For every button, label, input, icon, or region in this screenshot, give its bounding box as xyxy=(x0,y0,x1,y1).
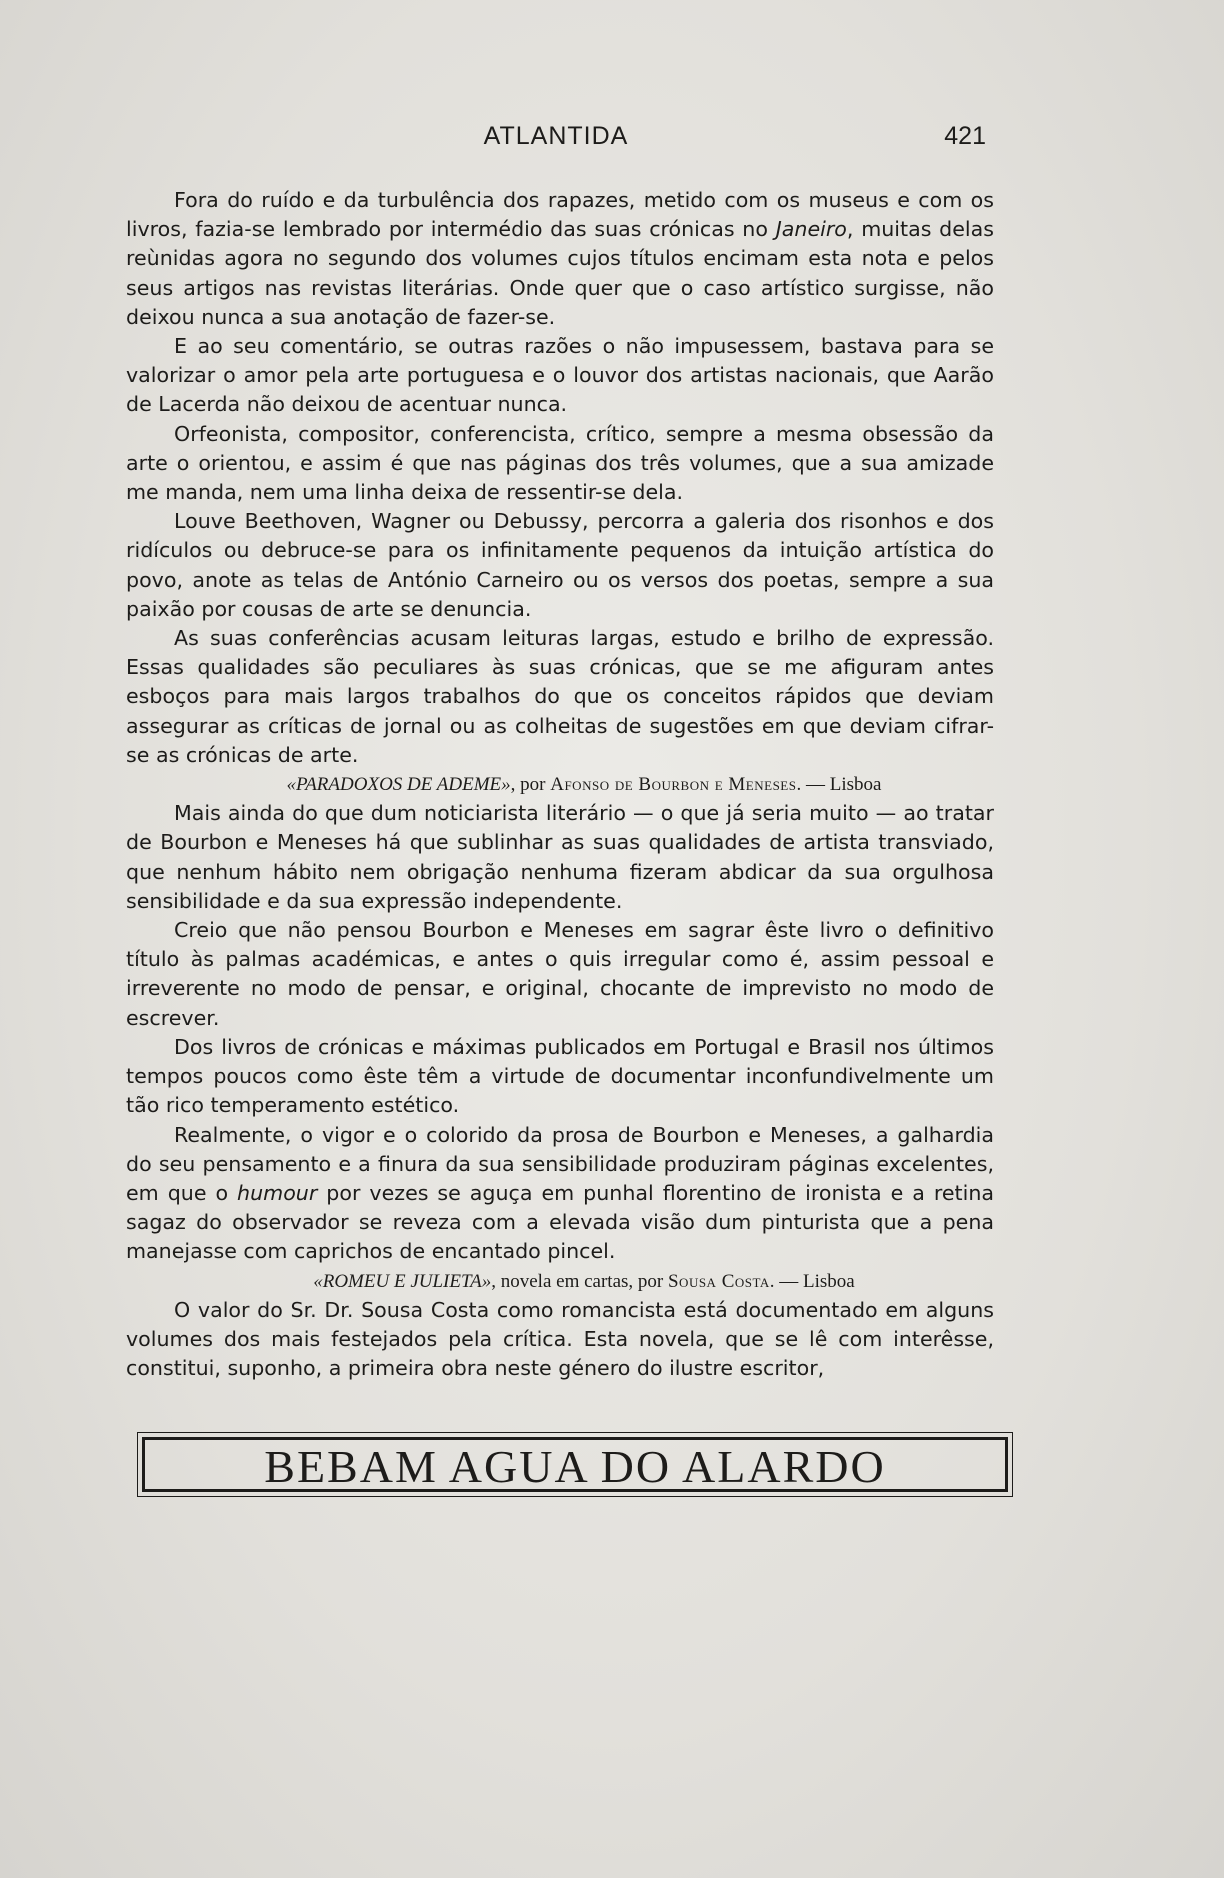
review-by: , por xyxy=(510,774,551,796)
review-title: «PARADOXOS DE ADEME» xyxy=(286,774,511,796)
review-heading-romeu xyxy=(126,1267,994,1296)
paragraph-1: Fora do ruído e da turbulência dos rapazes, metido com os museus e com os livros, fazia-se lembrado por intermédio das suas crónicas no Janeiro, muitas delas reùnidas agora no segundo dos volumes cujos títulos encimam esta nota e pelos seus artigos nas revistas literárias. Onde quer que o caso artístico surgisse, não deixou nunca a sua anotação de fazer-se. xyxy=(126,188,994,329)
review-author: Afonso de Bourbon e Meneses xyxy=(550,774,797,796)
advertisement-text: BEBAM AGUA DO ALARDO xyxy=(264,1440,886,1492)
review-author: Sousa Costa xyxy=(667,1270,770,1292)
paragraph-4: Louve Beethoven, Wagner ou Debussy, percorra a galeria dos risonhos e dos ridículos ou debruce-se para os infinitamente pequenos da intuição artística do povo, anote as telas de António Carneiro ou os versos dos poetas, sempre a sua paixão por cousas de arte se denuncia. xyxy=(126,509,994,621)
review-heading-paradoxos xyxy=(126,770,994,799)
paragraph-7: Creio que não pensou Bourbon e Meneses em sagrar êste livro o definitivo título às palmas académicas, e antes o quis irregular como é, assim pessoal e irreverente no modo de pensar, e original, chocante de imprevisto no modo de escrever. xyxy=(126,918,994,1030)
paragraph-5: As suas conferências acusam leituras largas, estudo e brilho de expressão. Essas qualidades são peculiares às suas crónicas, que se me afiguram antes esboços para mais largos trabalhos do que os conceitos rápidos que deviam assegurar as críticas de jornal ou as colheitas de sugestões em que deviam cifrar-se as crónicas de arte. xyxy=(126,626,994,767)
paragraph-9: Realmente, o vigor e o colorido da prosa de Bourbon e Meneses, a galhardia do seu pensamento e a finura da sua sensibilidade produziram páginas excelentes, em que o humour por vezes se aguça em punhal florentino de ironista e a retina sagaz do observador se reveza com a elevada visão dum pinturista que a pena manejasse com caprichos de encantado pincel. xyxy=(126,1122,994,1264)
review-title: «ROMEU E JULIETA» xyxy=(313,1270,492,1292)
review-place: . — Lisboa xyxy=(796,774,882,796)
running-head xyxy=(126,118,986,158)
advertisement-box xyxy=(142,1437,1008,1492)
paragraph-10: O valor do Sr. Dr. Sousa Costa como romancista está documentado em alguns volumes dos mais festejados pela crítica. Esta novela, que se lê com interêsse, constitui, suponho, a primeira obra neste género do ilustre escritor, xyxy=(126,1297,994,1381)
paragraph-8: Dos livros de crónicas e máximas publicados em Portugal e Brasil nos últimos tempos poucos como êste têm a virtude de documentar inconfundivelmente um tão rico temperamento estético. xyxy=(126,1034,994,1118)
review-by: , novela em cartas, por xyxy=(491,1270,668,1292)
review-place: . — Lisboa xyxy=(769,1270,855,1292)
paragraph-6: Mais ainda do que dum noticiarista literário — o que já seria muito — ao tratar de Bourbon e Meneses há que sublinhar as suas qualidades de artista transviado, que nenhum hábito nem obrigação nenhuma fizeram abdicar da sua orgulhosa sensibilidade e da sua expressão independente. xyxy=(126,801,994,913)
article-body xyxy=(126,186,994,1383)
paragraph-3: Orfeonista, compositor, conferencista, crítico, sempre a mesma obsessão da arte o orientou, e assim é que nas páginas dos três volumes, que a sua amizade me manda, nem uma linha deixa de ressentir-se dela. xyxy=(126,421,994,505)
paragraph-2: E ao seu comentário, se outras razões o não impusessem, bastava para se valorizar o amor pela arte portuguesa e o louvor dos artistas nacionais, que Aarão de Lacerda não deixou de acentuar nunca. xyxy=(126,334,994,417)
page-number: 421 xyxy=(944,122,986,150)
running-title: ATLANTIDA xyxy=(483,122,629,150)
